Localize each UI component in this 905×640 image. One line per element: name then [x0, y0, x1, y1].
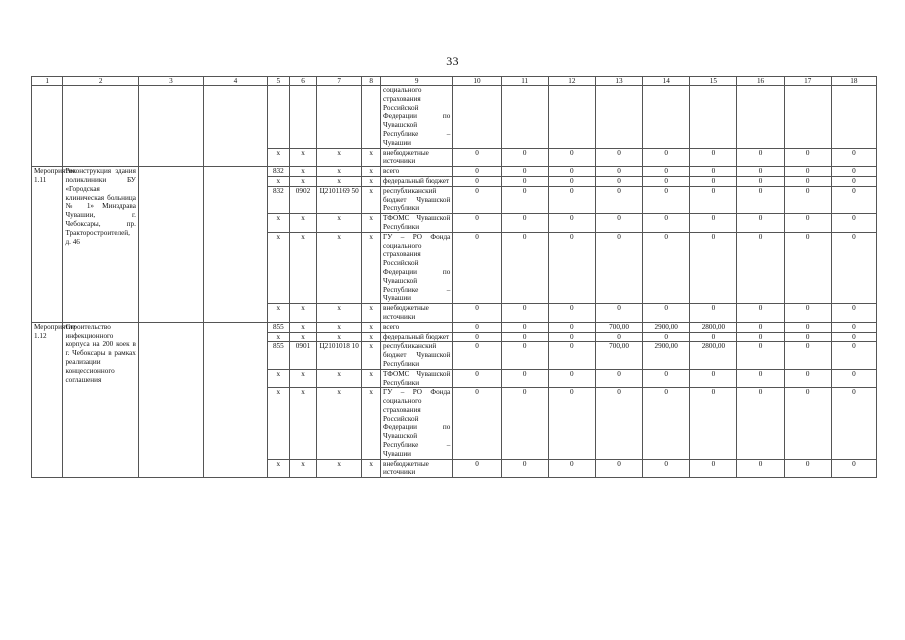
value-cell: 0	[643, 304, 690, 323]
section-code: x	[289, 388, 316, 459]
value-cell: 0	[831, 388, 876, 459]
value-cell: 0	[453, 388, 501, 459]
section-code: x	[289, 369, 316, 388]
value-cell: 0	[737, 232, 784, 303]
value-cell: 0	[737, 214, 784, 233]
value-cell: 0	[643, 232, 690, 303]
value-cell: x	[362, 148, 381, 167]
section-code: x	[289, 322, 316, 332]
expense-type-code: x	[362, 322, 381, 332]
source-cell: внебюджетные источники	[381, 304, 453, 323]
value-cell: 0	[690, 214, 737, 233]
source-cell: всего	[381, 167, 453, 177]
column-number: 18	[831, 77, 876, 86]
value-cell: 0	[548, 304, 595, 323]
expense-type-code: x	[362, 369, 381, 388]
value-cell: 0	[501, 369, 548, 388]
value-cell: 0	[737, 332, 784, 342]
empty-cell	[453, 86, 501, 149]
value-cell: 0	[690, 332, 737, 342]
admin-code: x	[267, 332, 289, 342]
column-number: 5	[267, 77, 289, 86]
column-number: 11	[501, 77, 548, 86]
source-cell: федеральный бюджет	[381, 332, 453, 342]
source-cell: внебюджетные источники	[381, 459, 453, 478]
empty-cell	[203, 167, 267, 323]
value-cell: 0	[643, 167, 690, 177]
empty-cell	[831, 86, 876, 149]
value-cell: 0	[453, 304, 501, 323]
value-cell: 0	[737, 342, 784, 369]
value-cell: 0	[453, 342, 501, 369]
value-cell: 0	[831, 148, 876, 167]
target-article-code: x	[317, 214, 362, 233]
empty-cell	[138, 322, 203, 478]
section-code: 0901	[289, 342, 316, 369]
value-cell: 0	[595, 148, 642, 167]
value-cell: 700,00	[595, 342, 642, 369]
column-number: 15	[690, 77, 737, 86]
value-cell: 0	[595, 176, 642, 186]
target-article-code: x	[317, 332, 362, 342]
value-cell: 0	[595, 214, 642, 233]
value-cell: 0	[595, 369, 642, 388]
value-cell: 0	[831, 322, 876, 332]
value-cell: 0	[690, 232, 737, 303]
column-number: 10	[453, 77, 501, 86]
value-cell: 0	[831, 332, 876, 342]
value-cell: 0	[643, 459, 690, 478]
expense-type-code: x	[362, 176, 381, 186]
value-cell: 0	[784, 304, 831, 323]
value-cell: 0	[453, 459, 501, 478]
expense-type-code: x	[362, 342, 381, 369]
column-number: 4	[203, 77, 267, 86]
column-number: 9	[381, 77, 453, 86]
value-cell: 0	[831, 369, 876, 388]
value-cell: x	[289, 148, 316, 167]
admin-code: x	[267, 232, 289, 303]
empty-cell	[203, 322, 267, 478]
value-cell: 0	[737, 148, 784, 167]
value-cell: 0	[595, 332, 642, 342]
section-code: x	[289, 214, 316, 233]
column-number: 3	[138, 77, 203, 86]
value-cell: 0	[548, 167, 595, 177]
value-cell: 0	[548, 322, 595, 332]
admin-code: x	[267, 214, 289, 233]
value-cell: 0	[453, 332, 501, 342]
expense-type-code: x	[362, 459, 381, 478]
value-cell: 0	[501, 214, 548, 233]
column-number: 16	[737, 77, 784, 86]
value-cell: 0	[501, 342, 548, 369]
empty-cell	[548, 86, 595, 149]
value-cell: 0	[548, 148, 595, 167]
value-cell: 0	[548, 232, 595, 303]
expense-type-code: x	[362, 186, 381, 213]
value-cell: 0	[453, 186, 501, 213]
column-number: 6	[289, 77, 316, 86]
target-article-code: x	[317, 167, 362, 177]
value-cell: 0	[784, 342, 831, 369]
table-row	[32, 322, 877, 332]
value-cell: 0	[784, 369, 831, 388]
value-cell: 0	[643, 332, 690, 342]
column-number: 2	[63, 77, 138, 86]
value-cell: 0	[595, 186, 642, 213]
source-cell: ТФОМС Чувашской Республики	[381, 369, 453, 388]
value-cell: 0	[595, 388, 642, 459]
value-cell: 0	[643, 186, 690, 213]
empty-cell	[32, 86, 63, 167]
target-article-code: x	[317, 388, 362, 459]
measure-label: Мероприятие 1.12	[32, 322, 63, 478]
source-cell: республиканский бюджет Чувашской Республики	[381, 186, 453, 213]
value-cell: 0	[737, 322, 784, 332]
value-cell: 0	[784, 332, 831, 342]
section-code: x	[289, 232, 316, 303]
value-cell: 0	[737, 388, 784, 459]
value-cell: 2900,00	[643, 342, 690, 369]
value-cell: x	[267, 148, 289, 167]
value-cell: 0	[831, 167, 876, 177]
admin-code: 832	[267, 167, 289, 177]
value-cell: 0	[595, 167, 642, 177]
admin-code: 855	[267, 342, 289, 369]
value-cell: 0	[548, 214, 595, 233]
value-cell: 0	[784, 167, 831, 177]
value-cell: 0	[784, 186, 831, 213]
value-cell: 0	[643, 176, 690, 186]
value-cell: 0	[453, 369, 501, 388]
admin-code: x	[267, 304, 289, 323]
value-cell: 0	[501, 186, 548, 213]
target-article-code: Ц2101169 50	[317, 186, 362, 213]
column-number-row	[32, 77, 877, 86]
target-article-code: x	[317, 232, 362, 303]
empty-cell	[317, 86, 362, 149]
value-cell: 0	[501, 176, 548, 186]
empty-cell	[595, 86, 642, 149]
admin-code: 832	[267, 186, 289, 213]
value-cell: 0	[690, 369, 737, 388]
value-cell: 0	[453, 214, 501, 233]
expense-type-code: x	[362, 332, 381, 342]
target-article-code: x	[317, 304, 362, 323]
value-cell: x	[317, 148, 362, 167]
section-code: 0902	[289, 186, 316, 213]
admin-code: 855	[267, 322, 289, 332]
program-funding-table	[31, 76, 877, 478]
value-cell: 0	[548, 388, 595, 459]
section-code: x	[289, 167, 316, 177]
value-cell: 0	[831, 176, 876, 186]
value-cell: 0	[690, 148, 737, 167]
expense-type-code: x	[362, 232, 381, 303]
value-cell: 0	[831, 214, 876, 233]
value-cell: 0	[737, 304, 784, 323]
value-cell: 0	[784, 232, 831, 303]
value-cell: 0	[595, 232, 642, 303]
value-cell: 0	[831, 232, 876, 303]
admin-code: x	[267, 369, 289, 388]
value-cell: 0	[501, 232, 548, 303]
column-number: 13	[595, 77, 642, 86]
value-cell: 0	[501, 459, 548, 478]
value-cell: 0	[643, 369, 690, 388]
value-cell: 0	[690, 459, 737, 478]
source-cell: республиканский бюджет Чувашской Республики	[381, 342, 453, 369]
measure-title: Строительство инфекционного корпуса на 200 коек в г. Чебоксары в рамках реализации концессионного соглашения	[63, 322, 138, 478]
empty-cell	[784, 86, 831, 149]
source-cell: социального страхования Российской Федерации по Чувашской Республике – Чувашии	[381, 86, 453, 149]
admin-code: x	[267, 176, 289, 186]
empty-cell	[289, 86, 316, 149]
empty-cell	[63, 86, 138, 167]
target-article-code: x	[317, 459, 362, 478]
continuation-row	[32, 86, 877, 149]
expense-type-code: x	[362, 388, 381, 459]
value-cell: 0	[453, 176, 501, 186]
value-cell: 0	[831, 304, 876, 323]
value-cell: 2800,00	[690, 322, 737, 332]
target-article-code: x	[317, 322, 362, 332]
column-number: 8	[362, 77, 381, 86]
value-cell: 0	[595, 304, 642, 323]
value-cell: 0	[737, 459, 784, 478]
value-cell: 0	[501, 304, 548, 323]
value-cell: 0	[595, 459, 642, 478]
value-cell: 0	[501, 167, 548, 177]
target-article-code: Ц2101018 10	[317, 342, 362, 369]
value-cell: 0	[501, 322, 548, 332]
value-cell: 0	[548, 369, 595, 388]
value-cell: 2800,00	[690, 342, 737, 369]
target-article-code: x	[317, 176, 362, 186]
column-number: 17	[784, 77, 831, 86]
section-code: x	[289, 176, 316, 186]
value-cell: 0	[784, 388, 831, 459]
expense-type-code: x	[362, 167, 381, 177]
section-code: x	[289, 459, 316, 478]
expense-type-code: x	[362, 214, 381, 233]
value-cell: 0	[784, 214, 831, 233]
measure-label: Мероприятие 1.11	[32, 167, 63, 323]
value-cell: 0	[501, 148, 548, 167]
value-cell: 0	[737, 186, 784, 213]
value-cell: 0	[784, 148, 831, 167]
value-cell: 0	[453, 322, 501, 332]
value-cell: 0	[453, 167, 501, 177]
value-cell: 0	[548, 342, 595, 369]
empty-cell	[501, 86, 548, 149]
source-cell: ТФОМС Чувашской Республики	[381, 214, 453, 233]
empty-cell	[690, 86, 737, 149]
value-cell: 0	[784, 176, 831, 186]
measure-title: Реконструкция здания поликлиники БУ «Городская клиническая больница № 1» Минздрава Чувашии, г. Чебоксары, пр. Тракторостроителей, д. 46	[63, 167, 138, 323]
source-cell: всего	[381, 322, 453, 332]
source-cell: внебюджетные источники	[381, 148, 453, 167]
column-number: 1	[32, 77, 63, 86]
empty-cell	[138, 86, 203, 167]
value-cell: 0	[548, 176, 595, 186]
value-cell: 0	[548, 459, 595, 478]
empty-cell	[362, 86, 381, 149]
empty-cell	[267, 86, 289, 149]
column-number: 14	[643, 77, 690, 86]
value-cell: 0	[690, 176, 737, 186]
value-cell: 0	[690, 186, 737, 213]
value-cell: 0	[501, 388, 548, 459]
value-cell: 0	[690, 388, 737, 459]
value-cell: 2900,00	[643, 322, 690, 332]
value-cell: 0	[501, 332, 548, 342]
value-cell: 0	[831, 342, 876, 369]
value-cell: 0	[453, 148, 501, 167]
table-row	[32, 167, 877, 177]
source-cell: ГУ – РО Фонда социального страхования Российской Федерации по Чувашской Республике – Чувашии	[381, 232, 453, 303]
column-number: 12	[548, 77, 595, 86]
value-cell: 0	[737, 369, 784, 388]
value-cell: 0	[784, 322, 831, 332]
section-code: x	[289, 332, 316, 342]
value-cell: 0	[548, 332, 595, 342]
source-cell: ГУ – РО Фонда социального страхования Российской Федерации по Чувашской Республике – Чувашии	[381, 388, 453, 459]
source-cell: федеральный бюджет	[381, 176, 453, 186]
empty-cell	[643, 86, 690, 149]
empty-cell	[203, 86, 267, 167]
value-cell: 0	[548, 186, 595, 213]
value-cell: 0	[643, 148, 690, 167]
value-cell: 0	[831, 459, 876, 478]
value-cell: 0	[690, 304, 737, 323]
target-article-code: x	[317, 369, 362, 388]
empty-cell	[138, 167, 203, 323]
value-cell: 700,00	[595, 322, 642, 332]
value-cell: 0	[453, 232, 501, 303]
value-cell: 0	[643, 214, 690, 233]
admin-code: x	[267, 388, 289, 459]
value-cell: 0	[831, 186, 876, 213]
expense-type-code: x	[362, 304, 381, 323]
value-cell: 0	[784, 459, 831, 478]
empty-cell	[737, 86, 784, 149]
value-cell: 0	[737, 176, 784, 186]
value-cell: 0	[643, 388, 690, 459]
section-code: x	[289, 304, 316, 323]
value-cell: 0	[690, 167, 737, 177]
admin-code: x	[267, 459, 289, 478]
column-number: 7	[317, 77, 362, 86]
page-number: 33	[446, 54, 459, 68]
value-cell: 0	[737, 167, 784, 177]
